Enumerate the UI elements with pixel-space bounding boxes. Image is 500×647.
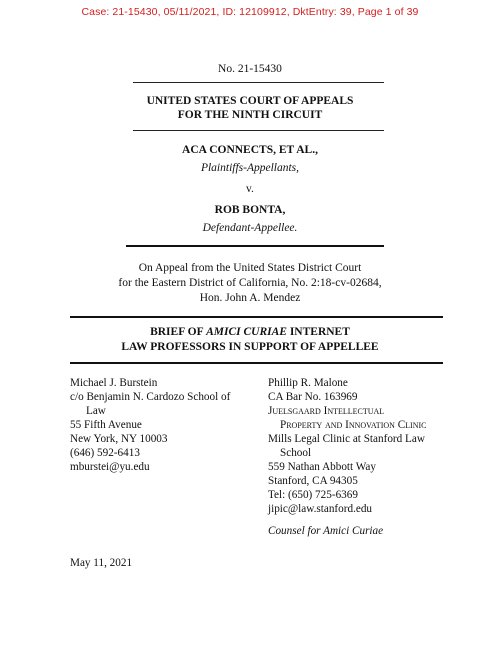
right-counsel-phone: Tel: (650) 725-6369 xyxy=(268,489,358,501)
left-counsel-phone: (646) 592-6413 xyxy=(70,447,140,459)
right-counsel-address: 559 Nathan Abbott Way xyxy=(268,461,376,473)
divider xyxy=(133,82,384,83)
left-counsel-line: Law xyxy=(86,405,106,417)
left-counsel-line: 55 Fifth Avenue xyxy=(70,419,142,431)
divider xyxy=(70,362,443,364)
right-counsel-name: Phillip R. Malone xyxy=(268,377,348,389)
appeal-line1: On Appeal from the United States District Court xyxy=(138,262,362,274)
appeal-line2: for the Eastern District of California, No. 2:18-cv-02684, xyxy=(118,277,382,289)
brief-title-post: INTERNET xyxy=(286,326,350,338)
versus: v. xyxy=(246,183,254,195)
case-number: No. 21-15430 xyxy=(218,63,282,75)
court-name-line1: UNITED STATES COURT OF APPEALS xyxy=(146,95,354,107)
brief-title-line1 xyxy=(0,325,500,339)
right-counsel-city: Stanford, CA 94305 xyxy=(268,475,358,487)
filing-date: May 11, 2021 xyxy=(70,557,133,569)
left-counsel-line: New York, NY 10003 xyxy=(70,433,168,445)
left-counsel-line: c/o Benjamin N. Cardozo School of xyxy=(70,391,231,403)
plaintiff-name: ACA CONNECTS, ET AL., xyxy=(182,144,318,156)
divider xyxy=(133,130,384,131)
right-counsel-clinic-line2: Property and Innovation Clinic xyxy=(280,419,427,431)
divider xyxy=(70,316,443,318)
docket-header-stamp: Case: 21-15430, 05/11/2021, ID: 12109912, DktEntry: 39, Page 1 of 39 xyxy=(81,6,419,18)
brief-title-pre: BRIEF OF xyxy=(150,326,207,338)
right-counsel-email: jipic@law.stanford.edu xyxy=(268,503,373,515)
brief-title-italic: AMICI CURIAE xyxy=(206,326,287,338)
brief-title-line2: LAW PROFESSORS IN SUPPORT OF APPELLEE xyxy=(121,341,379,353)
right-counsel-bar-number: CA Bar No. 163969 xyxy=(268,391,358,403)
divider xyxy=(126,245,384,247)
right-counsel-line: Mills Legal Clinic at Stanford Law xyxy=(268,433,425,445)
defendant-role: Defendant-Appellee. xyxy=(202,222,298,234)
defendant-name: ROB BONTA, xyxy=(214,204,286,216)
right-counsel-line: School xyxy=(280,447,312,459)
court-name-line2: FOR THE NINTH CIRCUIT xyxy=(177,109,323,121)
counsel-for-label: Counsel for Amici Curiae xyxy=(268,525,384,537)
plaintiff-role: Plaintiffs-Appellants, xyxy=(200,162,300,174)
left-counsel-email: mburstei@yu.edu xyxy=(70,461,150,473)
appeal-line3: Hon. John A. Mendez xyxy=(199,292,301,304)
left-counsel-name: Michael J. Burstein xyxy=(70,377,158,389)
right-counsel-clinic-line1: Juelsgaard Intellectual xyxy=(268,405,385,417)
